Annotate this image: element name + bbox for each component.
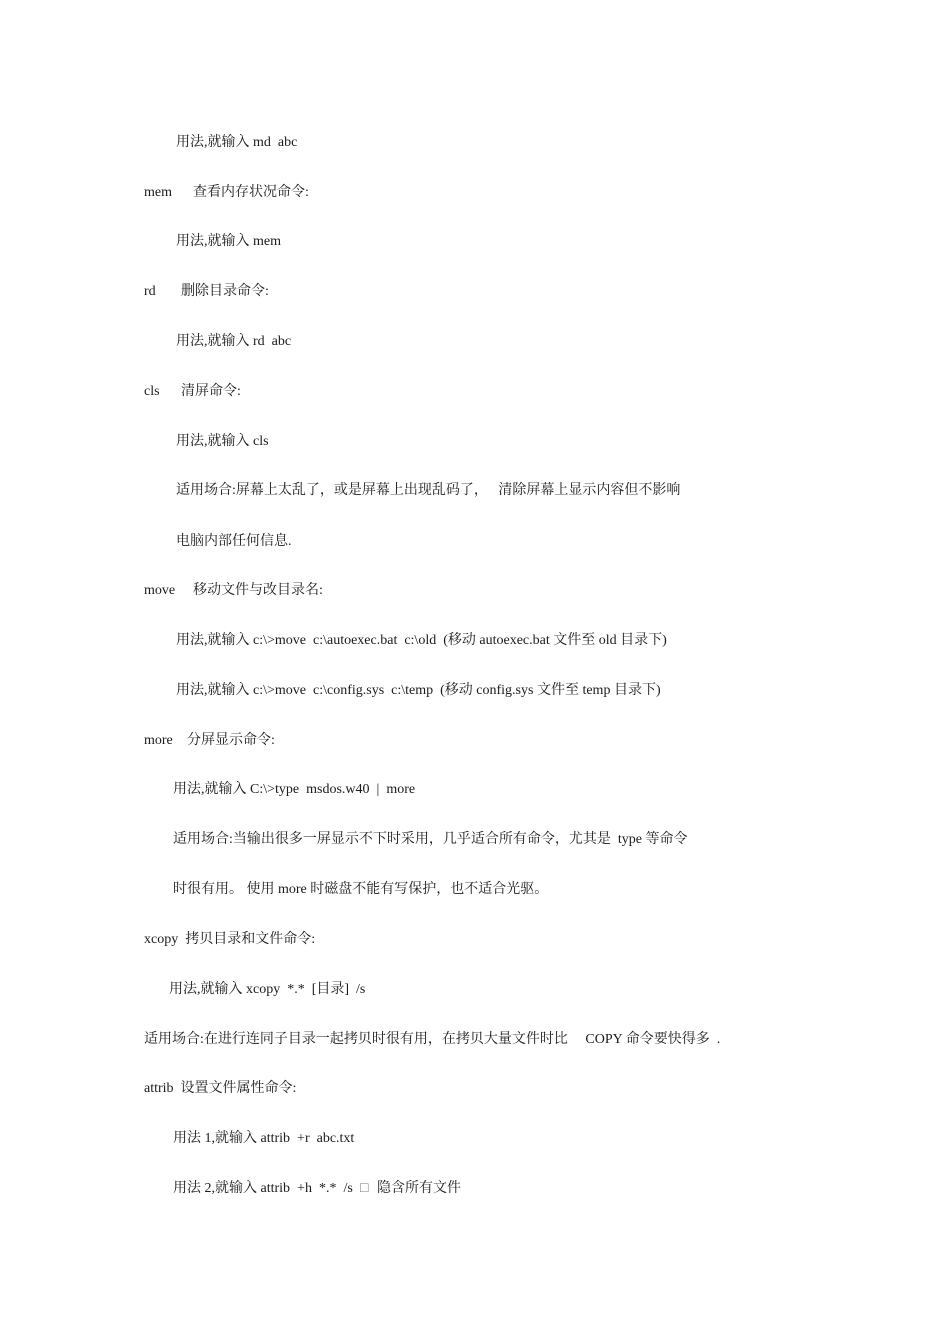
- rd-command: rd: [144, 284, 156, 299]
- cls-usage-line: 用法,就输入 cls: [176, 434, 269, 449]
- xcopy-scenario-line: 适用场合:在进行连同子目录一起拷贝时很有用，在拷贝大量文件时比 COPY 命令要快得多 .: [144, 1032, 721, 1047]
- xcopy-usage-line: 用法,就输入 xcopy *.* [目录] /s: [169, 982, 366, 997]
- attrib-usage-line-2: 用法 2,就输入 attrib +h *.* /s: [173, 1181, 353, 1196]
- missing-glyph-box: □: [360, 1181, 369, 1196]
- cls-scenario-continued: 电脑内部任何信息.: [176, 534, 292, 549]
- more-description: 分屏显示命令:: [187, 733, 275, 748]
- move-usage-line-2: 用法,就输入 c:\>move c:\config.sys c:\temp (移动 config.sys 文件至 temp 目录下): [176, 683, 661, 698]
- move-description: 移动文件与改目录名:: [193, 583, 323, 598]
- more-usage-line: 用法,就输入 C:\>type msdos.w40 | more: [173, 782, 416, 797]
- more-scenario-continued: 时很有用。 使用 more 时磁盘不能有写保护，也不适合光驱。: [173, 882, 549, 897]
- more-command: more: [144, 733, 173, 748]
- move-command: move: [144, 583, 176, 598]
- attrib-usage-line-1: 用法 1,就输入 attrib +r abc.txt: [173, 1131, 355, 1146]
- cls-description: 清屏命令:: [181, 384, 241, 399]
- attrib-usage-note: 隐含所有文件: [377, 1181, 461, 1196]
- more-scenario-line: 适用场合:当输出很多一屏显示不下时采用，几乎适合所有命令，尤其是 type 等命令: [173, 832, 688, 847]
- xcopy-heading: xcopy 拷贝目录和文件命令:: [144, 932, 316, 947]
- mem-usage-line: 用法,就输入 mem: [176, 234, 281, 249]
- md-usage-line: 用法,就输入 md abc: [176, 135, 298, 150]
- attrib-heading: attrib 设置文件属性命令:: [144, 1081, 297, 1096]
- mem-command: mem: [144, 185, 172, 200]
- cls-command: cls: [144, 384, 160, 399]
- move-usage-line-1: 用法,就输入 c:\>move c:\autoexec.bat c:\old (移动 autoexec.bat 文件至 old 目录下): [176, 633, 667, 648]
- rd-description: 删除目录命令:: [181, 284, 269, 299]
- mem-description: 查看内存状况命令:: [193, 185, 309, 200]
- cls-scenario-line: 适用场合:屏幕上太乱了，或是屏幕上出现乱码了， 清除屏幕上显示内容但不影响: [176, 483, 681, 498]
- rd-usage-line: 用法,就输入 rd abc: [176, 334, 292, 349]
